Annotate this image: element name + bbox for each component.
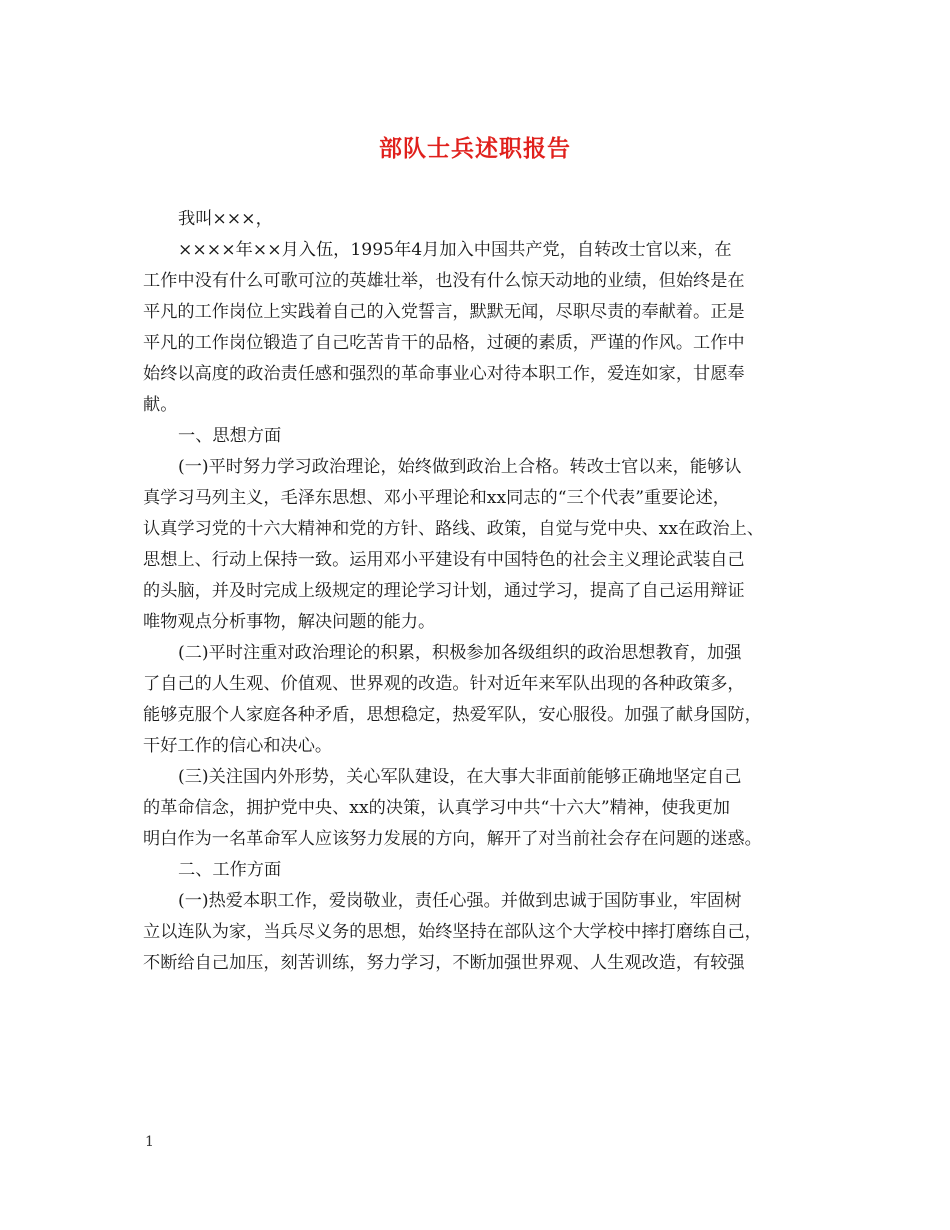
body-line: 平凡的工作岗位上实践着自己的入党誓言，默默无闻，尽职尽责的奉献着。正是 — [143, 302, 745, 322]
body-line: 明白作为一名革命军人应该努力发展的方向，解开了对当前社会存在问题的迷惑。 — [143, 829, 762, 849]
body-line: (二)平时注重对政治理论的积累，积极参加各级组织的政治思想教育，加强 — [178, 643, 742, 663]
body-line: 献。 — [143, 395, 178, 415]
body-line: 了自己的人生观、价值观、世界观的改造。针对近年来军队出现的各种政策多， — [143, 674, 745, 694]
body-line: 能够克服个人家庭各种矛盾，思想稳定，热爱军队，安心服役。加强了献身国防， — [143, 705, 762, 725]
body-line: 始终以高度的政治责任感和强烈的革命事业心对待本职工作，爱连如家，甘愿奉 — [143, 364, 745, 384]
body-line: 不断给自己加压，刻苦训练，努力学习，不断加强世界观、人生观改造，有较强 — [143, 953, 745, 973]
document-body — [143, 204, 815, 979]
body-line: 干好工作的信心和决心。 — [143, 736, 333, 756]
body-line: 二、工作方面 — [178, 860, 282, 880]
body-line: 立以连队为家，当兵尽义务的思想，始终坚持在部队这个大学校中摔打磨练自己， — [143, 922, 762, 942]
body-line: ××××年××月入伍，1995年4月加入中国共产党，自转改士官以来，在 — [178, 240, 732, 260]
body-line: 真学习马列主义，毛泽东思想、邓小平理论和xx同志的“三个代表”重要论述， — [143, 488, 730, 508]
body-line: 唯物观点分析事物，解决问题的能力。 — [143, 612, 436, 632]
body-line: 思想上、行动上保持一致。运用邓小平建设有中国特色的社会主义理论武装自己 — [143, 550, 745, 570]
body-line: 一、思想方面 — [178, 426, 282, 446]
body-line: 的头脑，并及时完成上级规定的理论学习计划，通过学习，提高了自己运用辩证 — [143, 581, 745, 601]
page-number: 1 — [145, 1134, 154, 1150]
body-line: 认真学习党的十六大精神和党的方针、路线、政策，自觉与党中央、xx在政治上、 — [143, 519, 764, 539]
body-line: (一)热爱本职工作，爱岗敬业，责任心强。并做到忠诚于国防事业，牢固树 — [178, 891, 742, 911]
body-line: 平凡的工作岗位锻造了自己吃苦肯干的品格，过硬的素质，严谨的作风。工作中 — [143, 333, 745, 353]
body-line: 工作中没有什么可歌可泣的英雄壮举，也没有什么惊天动地的业绩，但始终是在 — [143, 271, 745, 291]
body-line: 的革命信念，拥护党中央、xx的决策，认真学习中共“十六大”精神，使我更加 — [143, 798, 730, 818]
body-line: (一)平时努力学习政治理论，始终做到政治上合格。转改士官以来，能够认 — [178, 457, 742, 477]
document-title: 部队士兵述职报告 — [379, 135, 571, 162]
body-line: (三)关注国内外形势，关心军队建设，在大事大非面前能够正确地坚定自己 — [178, 767, 742, 787]
body-line: 我叫×××， — [178, 209, 273, 229]
